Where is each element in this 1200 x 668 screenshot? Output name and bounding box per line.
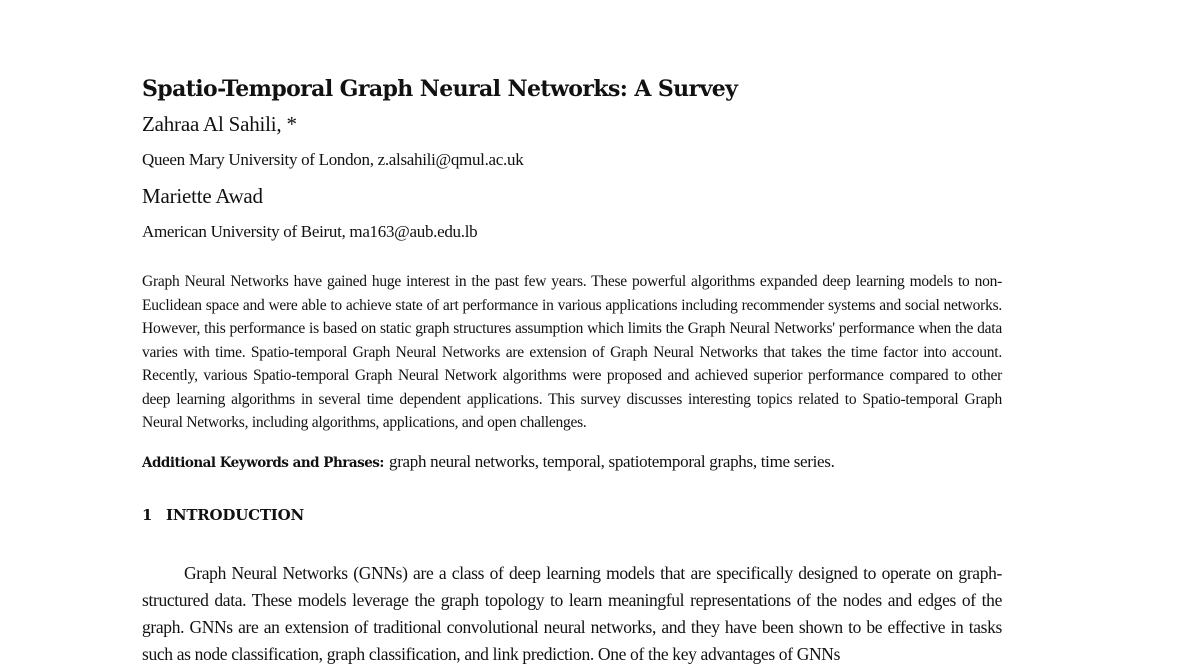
author-affiliation: American University of Beirut, ma163@aub.edu.lb	[142, 222, 478, 241]
section-heading	[142, 504, 1002, 526]
keywords-label: Additional Keywords and Phrases:	[142, 454, 384, 471]
paper-title: Spatio-Temporal Graph Neural Networks: A Survey	[142, 76, 738, 102]
keywords-line	[142, 449, 1002, 476]
section-number: 1	[142, 505, 153, 524]
author-block-2	[142, 178, 1002, 250]
section-title: INTRODUCTION	[166, 505, 305, 524]
author-name: Mariette Awad	[142, 184, 263, 208]
author-block-1	[142, 106, 1002, 178]
abstract: Graph Neural Networks have gained huge interest in the past few years. These powerful algorithms expanded deep learning models to non-Euclidean space and were able to achieve state of art performance in various applications including recommender systems and social networks. However, this performance is based on static graph structures assumption which limits the Graph Neural Networks' performance when the data varies with time. Spatio-temporal Graph Neural Networks are extension of Graph Neural Networks that takes the time factor into account. Recently, various Spatio-temporal Graph Neural Network algorithms were proposed and achieved superior performance compared to other deep learning algorithms in several time dependent applications. This survey discusses interesting topics related to Spatio-temporal Graph Neural Networks, including algorithms, applications, and open challenges.	[142, 273, 1002, 431]
paper-page	[142, 72, 1002, 668]
author-name: Zahraa Al Sahili, *	[142, 112, 297, 136]
intro-paragraph: Graph Neural Networks (GNNs) are a class of deep learning models that are specifically designed to operate on graph-structured data. These models leverage the graph topology to learn meaningful representations of the nodes and edges of the graph. GNNs are an extension of traditional convolutional neural networks, and they have been shown to be effective in tasks such as node classification, graph classification, and link prediction. One of the key advantages of GNNs	[142, 562, 1002, 664]
author-affiliation: Queen Mary University of London, z.alsahili@qmul.ac.uk	[142, 150, 524, 169]
keywords-text: graph neural networks, temporal, spatiotemporal graphs, time series.	[389, 451, 835, 471]
